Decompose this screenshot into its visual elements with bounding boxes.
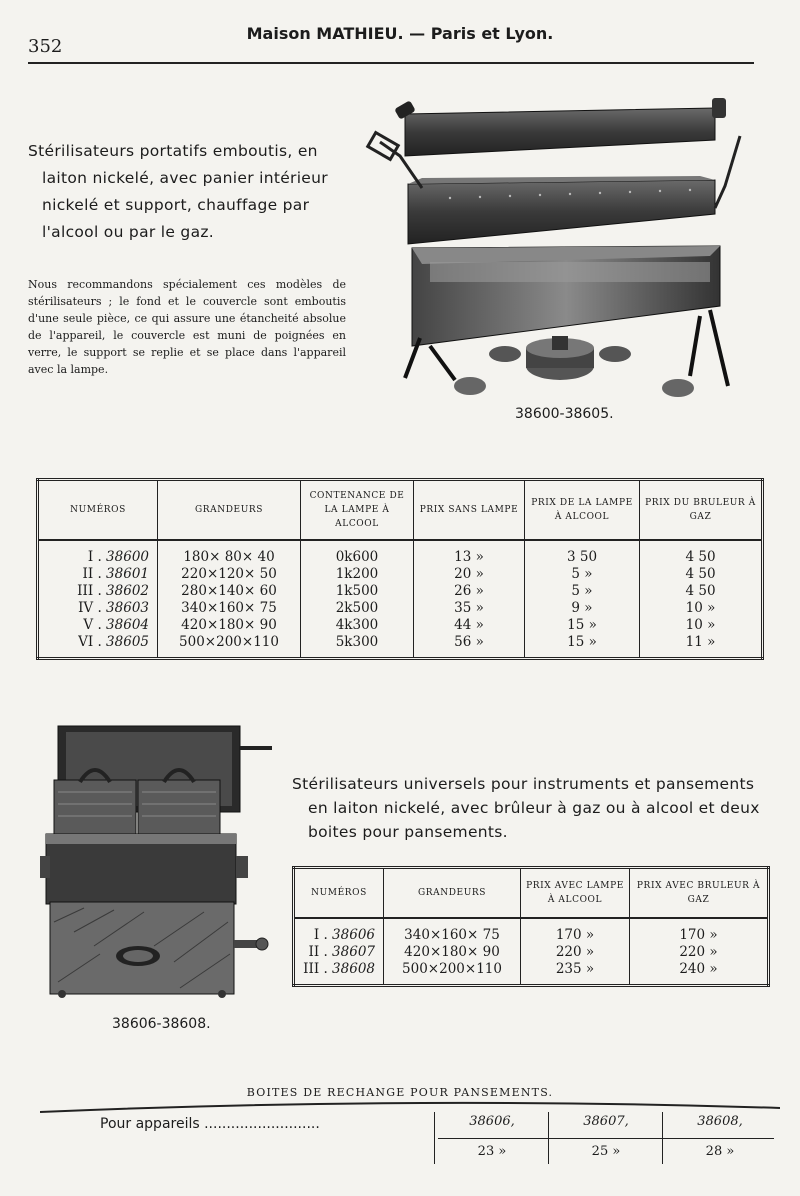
price-cell: 35 » [414,600,525,617]
col-header: PRIX DE LA LAMPE À ALCOOL [525,480,640,540]
row-number: IV . 38603 [38,600,158,617]
section1-title [28,138,343,246]
catalog-ref: 38604 [106,616,149,633]
boites-price: 28 » [705,1144,735,1159]
table-row [294,918,769,944]
table-row [294,944,769,961]
table-row [38,566,763,583]
row-number: I . 38606 [294,918,384,944]
catalog-ref: 38603 [106,599,149,616]
price-cell: 11 » [685,633,716,650]
size-cell: 180× 80× 40 [158,540,301,566]
price-cell: 13 » [414,540,525,566]
size-cell: 420×180× 90 [158,617,301,634]
capacity-cell: 4k300 [301,617,414,634]
col-header: NUMÉROS [294,868,384,918]
sterilizer-table-1 [36,478,764,660]
price-cell: 56 » [414,634,525,659]
roman-numeral: V [83,616,94,633]
row-number: I . 38600 [38,540,158,566]
col-header: CONTENANCE DE LA LAMPE À ALCOOL [301,480,414,540]
price-cell: 240 » [679,960,718,977]
table-row [294,961,769,986]
price-cell: 3 50 [525,540,640,566]
catalog-ref: 38602 [106,582,149,599]
size-cell: 340×160× 75 [384,918,521,944]
catalog-ref: 38605 [106,633,149,650]
row-number: III . 38608 [294,961,384,986]
price-cell: 10 » [685,616,716,633]
price-cell: 220 » [521,944,630,961]
capacity-cell: 2k500 [301,600,414,617]
col-header: PRIX AVEC BRULEUR À GAZ [630,868,769,918]
row-number: II . 38601 [38,566,158,583]
price-cell: 26 » [414,583,525,600]
dot-leader: .......................... [199,1116,320,1132]
col-header: NUMÉROS [38,480,158,540]
section1-paragraph: Nous recommandons spécialement ces modèles de stérilisateurs ; le fond et le couvercle sont emboutis d'une seule pièce, ce qui assure une étancheité absolue de l'appareil, le couvercle est muni de poignées en verre, le support se replie et se place dans l'appareil avec la lampe. [28,278,346,376]
catalog-ref: 38606 [332,926,375,943]
capacity-cell: 1k200 [301,566,414,583]
figure-caption-2: 38606-38608. [112,1016,211,1032]
roman-numeral: I [87,548,94,565]
boites-mid-rule [438,1138,774,1139]
price-cell: 4 50 [685,565,716,582]
boites-label-text: Pour appareils [100,1116,200,1132]
section1-title-line: nickelé et support, chauffage par [42,196,310,214]
boites-title: BOITES DE RECHANGE POUR PANSEMENTS. [246,1086,554,1099]
header-rule [28,62,754,64]
table-row [38,617,763,634]
capacity-cell: 0k600 [301,540,414,566]
col-header: PRIX DU BRULEUR À GAZ [640,480,763,540]
table-row [38,600,763,617]
size-cell: 280×140× 60 [158,583,301,600]
section1-title-line: Stérilisateurs portatifs emboutis, en [28,142,318,160]
boites-row-label [100,1116,320,1132]
roman-numeral: II [308,943,320,960]
price-cell: 170 » [679,926,718,943]
section1-title-line: laiton nickelé, avec panier intérieur [42,169,328,187]
size-cell: 220×120× 50 [158,566,301,583]
price-cell: 4 50 [685,548,716,565]
table-row [38,540,763,566]
universal-sterilizer-illustration [40,722,275,1004]
section1-title-line: l'alcool ou par le gaz. [42,223,215,241]
price-cell: 9 » [525,600,640,617]
roman-numeral: I [313,926,320,943]
row-number: III . 38602 [38,583,158,600]
price-cell: 10 » [685,599,716,616]
boites-divider [434,1112,435,1164]
col-header: GRANDEURS [158,480,301,540]
boites-ref: 38607, [583,1114,629,1129]
price-cell: 235 » [521,961,630,986]
price-cell: 20 » [414,566,525,583]
roman-numeral: IV [78,599,94,616]
price-cell: 4 50 [685,582,716,599]
col-header: PRIX SANS LAMPE [414,480,525,540]
capacity-cell: 5k300 [301,634,414,659]
table-row [38,583,763,600]
catalog-ref: 38608 [332,960,375,977]
roman-numeral: III [77,582,94,599]
price-cell: 5 » [525,566,640,583]
size-cell: 420×180× 90 [384,944,521,961]
catalog-ref: 38601 [106,565,149,582]
roman-numeral: II [82,565,94,582]
section2-title-line: Stérilisateurs universels pour instruments et pansements [292,775,755,793]
price-cell: 44 » [414,617,525,634]
running-head: Maison MATHIEU. — Paris et Lyon. [246,24,554,43]
price-cell: 170 » [521,918,630,944]
price-cell: 220 » [679,943,718,960]
price-cell: 15 » [525,634,640,659]
sterilizer-table-2 [292,866,770,987]
roman-numeral: VI [78,633,94,650]
catalog-ref: 38607 [332,943,375,960]
portable-sterilizer-illustration [360,96,760,401]
row-number: VI . 38605 [38,634,158,659]
row-number: V . 38604 [38,617,158,634]
table-row [38,634,763,659]
size-cell: 500×200×110 [384,961,521,986]
size-cell: 500×200×110 [158,634,301,659]
section2-title-line: en laiton nickelé, avec brûleur à gaz ou à alcool et deux [308,799,760,817]
price-cell: 15 » [525,617,640,634]
boites-price: 23 » [477,1144,507,1159]
col-header: PRIX AVEC LAMPE À ALCOOL [521,868,630,918]
section2-title [292,772,782,844]
capacity-cell: 1k500 [301,583,414,600]
size-cell: 340×160× 75 [158,600,301,617]
catalog-ref: 38600 [106,548,149,565]
roman-numeral: III [303,960,320,977]
figure-caption-1: 38600-38605. [515,406,614,422]
section2-title-line: boites pour pansements. [308,823,508,841]
boites-ref: 38608, [697,1114,743,1129]
page-number: 352 [28,36,63,57]
row-number: II . 38607 [294,944,384,961]
price-cell: 5 » [525,583,640,600]
col-header: GRANDEURS [384,868,521,918]
boites-ref: 38606, [469,1114,515,1129]
boites-price: 25 » [591,1144,621,1159]
